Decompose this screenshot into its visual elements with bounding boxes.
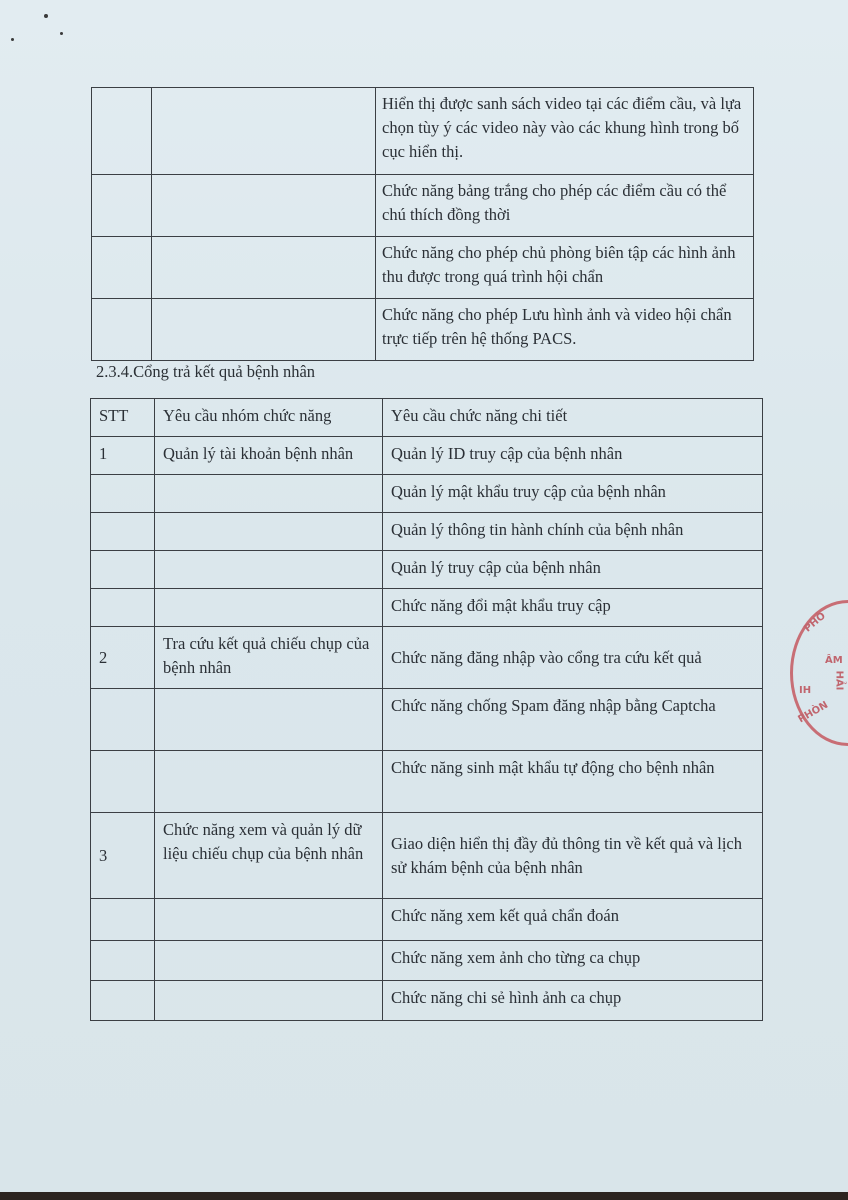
detail-cell: Giao diện hiển thị đầy đủ thông tin về kết quả và lịch sử khám bệnh của bệnh nhân bbox=[383, 813, 763, 899]
table-row bbox=[92, 299, 754, 361]
detail-cell: Chức năng đăng nhập vào cổng tra cứu kết quả bbox=[383, 627, 763, 689]
group-cell bbox=[155, 751, 383, 813]
header-group: Yêu cầu nhóm chức năng bbox=[155, 399, 383, 437]
group-cell bbox=[155, 981, 383, 1021]
table-row bbox=[92, 175, 754, 237]
detail-cell: Chức năng sinh mật khẩu tự động cho bệnh nhân bbox=[383, 751, 763, 813]
group-cell bbox=[152, 175, 376, 237]
table-row bbox=[91, 981, 763, 1021]
detail-cell: Quản lý truy cập của bệnh nhân bbox=[383, 551, 763, 589]
group-cell: Chức năng xem và quản lý dữ liệu chiếu chụp của bệnh nhân bbox=[155, 813, 383, 899]
table-row bbox=[92, 88, 754, 175]
table-row bbox=[91, 551, 763, 589]
detail-cell: Chức năng đổi mật khẩu truy cập bbox=[383, 589, 763, 627]
table-row bbox=[91, 513, 763, 551]
group-cell bbox=[152, 237, 376, 299]
group-cell bbox=[152, 299, 376, 361]
dust-speck bbox=[11, 38, 14, 41]
red-seal-stamp: PHÒ ÂM HẢI IH PHÒN bbox=[790, 600, 848, 746]
stt-cell bbox=[92, 88, 152, 175]
stt-cell bbox=[92, 299, 152, 361]
group-cell: Quản lý tài khoản bệnh nhân bbox=[155, 437, 383, 475]
patient-portal-table bbox=[90, 398, 763, 1021]
table-row bbox=[91, 689, 763, 751]
stt-cell bbox=[91, 981, 155, 1021]
stt-cell bbox=[92, 237, 152, 299]
detail-cell: Quản lý mật khẩu truy cập của bệnh nhân bbox=[383, 475, 763, 513]
stt-cell: 1 bbox=[91, 437, 155, 475]
detail-cell: Quản lý thông tin hành chính của bệnh nhân bbox=[383, 513, 763, 551]
group-cell bbox=[155, 941, 383, 981]
conference-functions-table bbox=[91, 87, 754, 361]
header-detail: Yêu cầu chức năng chi tiết bbox=[383, 399, 763, 437]
stt-cell bbox=[91, 941, 155, 981]
table-row bbox=[91, 941, 763, 981]
detail-cell: Chức năng cho phép chủ phòng biên tập các hình ảnh thu được trong quá trình hội chẩn bbox=[376, 237, 754, 299]
dust-speck bbox=[44, 14, 48, 18]
stt-cell bbox=[91, 589, 155, 627]
stt-cell bbox=[91, 475, 155, 513]
section-heading: 2.3.4.Cổng trả kết quả bệnh nhân bbox=[96, 362, 316, 381]
detail-cell: Chức năng chống Spam đăng nhập bằng Captcha bbox=[383, 689, 763, 751]
stt-cell bbox=[91, 751, 155, 813]
detail-cell: Chức năng bảng trắng cho phép các điểm cầu có thể chú thích đồng thời bbox=[376, 175, 754, 237]
group-cell bbox=[155, 899, 383, 941]
table-header-row bbox=[91, 399, 763, 437]
table-row bbox=[91, 437, 763, 475]
table-row bbox=[92, 237, 754, 299]
table-row bbox=[91, 899, 763, 941]
group-cell bbox=[152, 88, 376, 175]
stt-cell bbox=[92, 175, 152, 237]
table-row bbox=[91, 475, 763, 513]
group-cell bbox=[155, 551, 383, 589]
stt-cell bbox=[91, 513, 155, 551]
detail-cell: Chức năng cho phép Lưu hình ảnh và video hội chẩn trực tiếp trên hệ thống PACS. bbox=[376, 299, 754, 361]
table-row bbox=[91, 813, 763, 899]
stt-cell: 3 bbox=[91, 813, 155, 899]
detail-cell: Quản lý ID truy cập của bệnh nhân bbox=[383, 437, 763, 475]
group-cell bbox=[155, 689, 383, 751]
table-row bbox=[91, 751, 763, 813]
stt-cell: 2 bbox=[91, 627, 155, 689]
dust-speck bbox=[60, 32, 63, 35]
page-edge-shadow bbox=[0, 1192, 848, 1200]
stt-cell bbox=[91, 689, 155, 751]
table-row bbox=[91, 627, 763, 689]
group-cell: Tra cứu kết quả chiếu chụp của bệnh nhân bbox=[155, 627, 383, 689]
detail-cell: Chức năng xem kết quả chẩn đoán bbox=[383, 899, 763, 941]
detail-cell: Chức năng chi sẻ hình ảnh ca chụp bbox=[383, 981, 763, 1021]
detail-cell: Chức năng xem ảnh cho từng ca chụp bbox=[383, 941, 763, 981]
group-cell bbox=[155, 589, 383, 627]
group-cell bbox=[155, 513, 383, 551]
table-row bbox=[91, 589, 763, 627]
stt-cell bbox=[91, 551, 155, 589]
stt-cell bbox=[91, 899, 155, 941]
header-stt: STT bbox=[91, 399, 155, 437]
group-cell bbox=[155, 475, 383, 513]
detail-cell: Hiển thị được sanh sách video tại các điểm cầu, và lựa chọn tùy ý các video này vào các khung hình trong bố cục hiển thị. bbox=[376, 88, 754, 175]
